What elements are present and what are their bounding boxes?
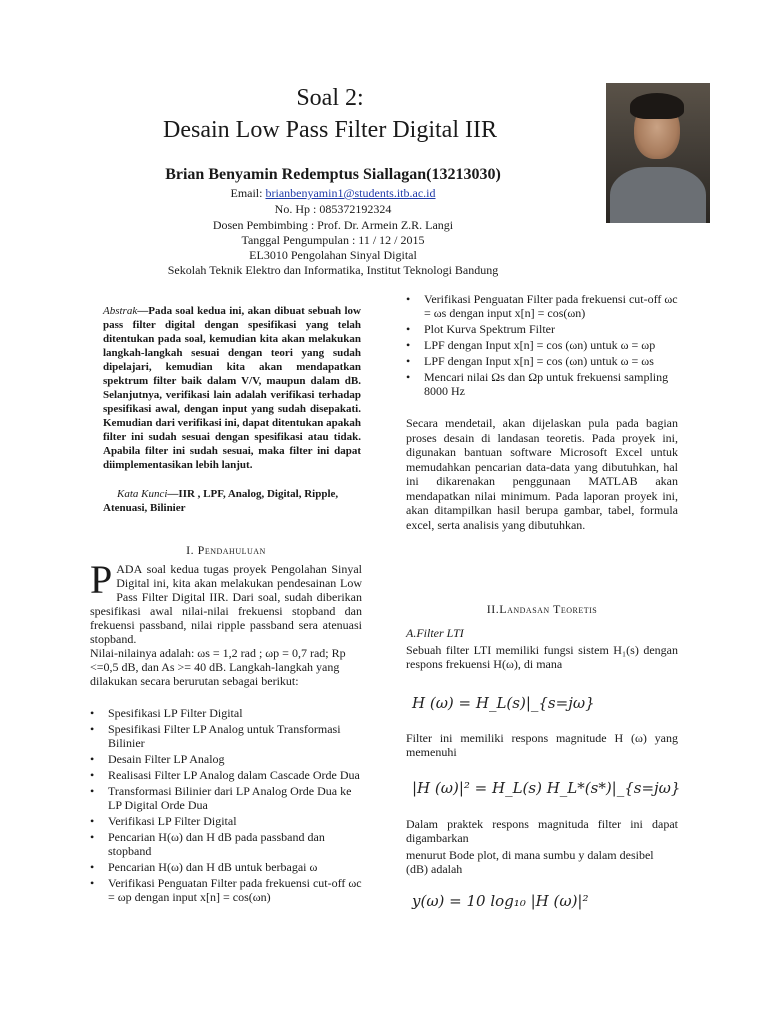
list-item (90, 876, 362, 904)
list-item-text: Verifikasi Penguatan Filter pada frekuensi cut-off ωc = ωp dengan input x[n] = cos(ωn) (108, 876, 362, 904)
list-item (90, 830, 362, 858)
list-item (90, 768, 362, 782)
author-school: Sekolah Teknik Elektro dan Informatika, Institut Teknologi Bandung (167, 263, 499, 277)
email-label: Email: (230, 186, 266, 200)
equation-2-text: |H (ω)|² = H_L(s) H_L*(s*)|_{s=jω} (412, 779, 681, 797)
author-email-line (0, 186, 666, 200)
photo-body-shape (610, 167, 706, 223)
equation-2 (412, 779, 680, 797)
abstract-text: —Pada soal kedua ini, akan dibuat sebuah low pass filter digital dengan spesifikasi yang telah ditentukan pada soal, kemudian kita akan melakukan langkah-langkah sesuai dengan teori yang sudah dipelajari, kemudian kita akan mendapatkan spektrum filter baik dalam V/V, maupun dalam dB. Selanjutnya, verifikasi lain adalah verifikasi terhadap spesifikasi awal, dengan input yang sudah disepakati. Kemudian dari verifikasi ini, dapat ditentukan apakah filter ini sudah sesuai dengan spesifikasi atau tidak. Apabila filter ini sudah sesuai, maka filter ini dapat diimplementasikan lebih lanjut. (103, 305, 361, 471)
section-2-number: II. (486, 602, 500, 616)
bullet-icon: • (406, 292, 411, 306)
bullet-icon: • (90, 876, 95, 890)
bullet-icon: • (406, 354, 411, 368)
lti-paragraph: Sebuah filter LTI memiliki fungsi sistem H₁(s) dengan respons frekuensi H(ω), di mana (406, 643, 678, 671)
section-1-heading (90, 543, 362, 558)
photo-hair-shape (630, 93, 684, 119)
list-item (90, 722, 362, 750)
list-item-text: Pencarian H(ω) dan H dB pada passband dan stopband (108, 830, 325, 858)
bullet-icon: • (90, 830, 95, 844)
author-date: Tanggal Pengumpulan : 11 / 12 / 2015 (241, 233, 425, 247)
equation-1-text: H (ω) = H_L(s)|_{s=jω} (412, 694, 595, 712)
list-item (90, 706, 362, 720)
list-item (406, 370, 678, 398)
list-item-text: LPF dengan Input x[n] = cos (ωn) untuk ω = ωp (424, 338, 656, 352)
list-item-text: Spesifikasi LP Filter Digital (108, 706, 243, 720)
section-2-title: Landasan Teoretis (499, 602, 598, 616)
author-supervisor: Dosen Pembimbing : Prof. Dr. Armein Z.R. Langi (212, 218, 454, 232)
bullet-icon: • (90, 752, 95, 766)
list-item (406, 292, 678, 320)
subsection-a-heading: A.Filter LTI (406, 626, 464, 640)
list-item-text: Transformasi Bilinier dari LP Analog Orde Dua ke LP Digital Orde Dua (108, 784, 352, 812)
author-photo (606, 83, 710, 223)
bullet-icon: • (90, 814, 95, 828)
bullet-icon: • (90, 860, 95, 874)
bullet-icon: • (90, 722, 95, 736)
list-item-text: Realisasi Filter LP Analog dalam Cascade Orde Dua (108, 768, 360, 782)
list-item (406, 338, 678, 352)
section-1-number: I. (186, 543, 195, 557)
title-line-1: Soal 2: (296, 85, 364, 111)
keywords-label: Kata Kunci (117, 488, 168, 500)
keywords (103, 487, 361, 515)
bullet-icon: • (90, 784, 95, 798)
dropcap: P (90, 557, 113, 602)
section-2-heading (406, 602, 678, 617)
steps-list-right (406, 292, 678, 400)
list-item (90, 784, 362, 812)
list-item (406, 322, 678, 336)
intro-text (90, 557, 362, 688)
list-item-text: Plot Kurva Spektrum Filter (424, 322, 555, 336)
section-1-title: Pendahuluan (197, 543, 266, 557)
bullet-icon: • (406, 338, 411, 352)
list-item (406, 354, 678, 368)
list-item-text: Mencari nilai Ωs dan Ωp untuk frekuensi sampling 8000 Hz (424, 370, 669, 398)
intro-lead: ADA (116, 562, 143, 576)
list-item (90, 752, 362, 766)
author-course: EL3010 Pengolahan Sinyal Digital (249, 248, 417, 262)
intro-para-2: Nilai-nilainya adalah: ωs = 1,2 rad ; ωp = 0,7 rad; Rp <=0,5 dB, dan As >= 40 dB. Langkah-langkah yang dilakukan secara berurutan sebagai berikut: (90, 646, 346, 688)
email-link[interactable]: brianbenyamin1@students.itb.ac.id (265, 186, 436, 200)
abstract (103, 304, 361, 472)
keywords-text: —IIR , LPF, Analog, Digital, Ripple, Atenuasi, Bilinier (103, 488, 339, 514)
bode-paragraph-b: menurut Bode plot, di mana sumbu y dalam desibel (dB) adalah (406, 848, 654, 876)
steps-list-left (90, 706, 362, 906)
equation-3-text: y(ω) = 10 log₁₀ |H (ω)|² (412, 892, 589, 910)
abstract-label: Abstrak (103, 305, 138, 317)
list-item (90, 814, 362, 828)
bullet-icon: • (406, 322, 411, 336)
author-name: Brian Benyamin Redemptus Siallagan(13213030) (165, 166, 501, 183)
list-item-text: Pencarian H(ω) dan H dB untuk berbagai ω (108, 860, 318, 874)
list-item-text: LPF dengan Input x[n] = cos (ωn) untuk ω = ωs (424, 354, 654, 368)
magnitude-paragraph: Filter ini memiliki respons magnitude H (ω) yang memenuhi (406, 731, 678, 759)
list-item-text: Desain Filter LP Analog (108, 752, 225, 766)
bode-paragraph-a: Dalam praktek respons magnituda filter ini dapat digambarkan (406, 817, 678, 845)
bullet-icon: • (90, 768, 95, 782)
equation-1 (412, 694, 595, 712)
author-phone: No. Hp : 085372192324 (274, 202, 392, 216)
list-item (90, 860, 362, 874)
equation-3 (412, 892, 589, 910)
bullet-icon: • (406, 370, 411, 384)
title-line-2: Desain Low Pass Filter Digital IIR (163, 117, 497, 143)
bullet-icon: • (90, 706, 95, 720)
list-item-text: Verifikasi Penguatan Filter pada frekuensi cut-off ωc = ωs dengan input x[n] = cos(ωn) (424, 292, 678, 320)
list-item-text: Verifikasi LP Filter Digital (108, 814, 237, 828)
list-item-text: Spesifikasi Filter LP Analog untuk Transformasi Bilinier (108, 722, 341, 750)
intro-para-1: soal kedua tugas proyek Pengolahan Sinyal Digital ini, kita akan melakukan pendesainan Low Pass Filter Digital IIR. Dari soal, sudah diberikan spesifikasi awal nilai-nilai frekuensi stopband dan frekuensi passband, nilai ripple passband sera atenuasi stopband. (90, 562, 362, 646)
detail-paragraph: Secara mendetail, akan dijelaskan pula pada bagian proses desain di landasan teoretis. Pada proyek ini, digunakan bantuan software Microsoft Excel untuk memudahkan pencarian data-data yang dibutuhkan, hal ini dikarenakan penggunaan MATLAB akan mendapatkan nilai minimum. Pada laporan proyek ini, akan ditampilkan hasil berupa gambar, tabel, formula excel, serta analisis yang dibutuhkan. (406, 416, 678, 532)
